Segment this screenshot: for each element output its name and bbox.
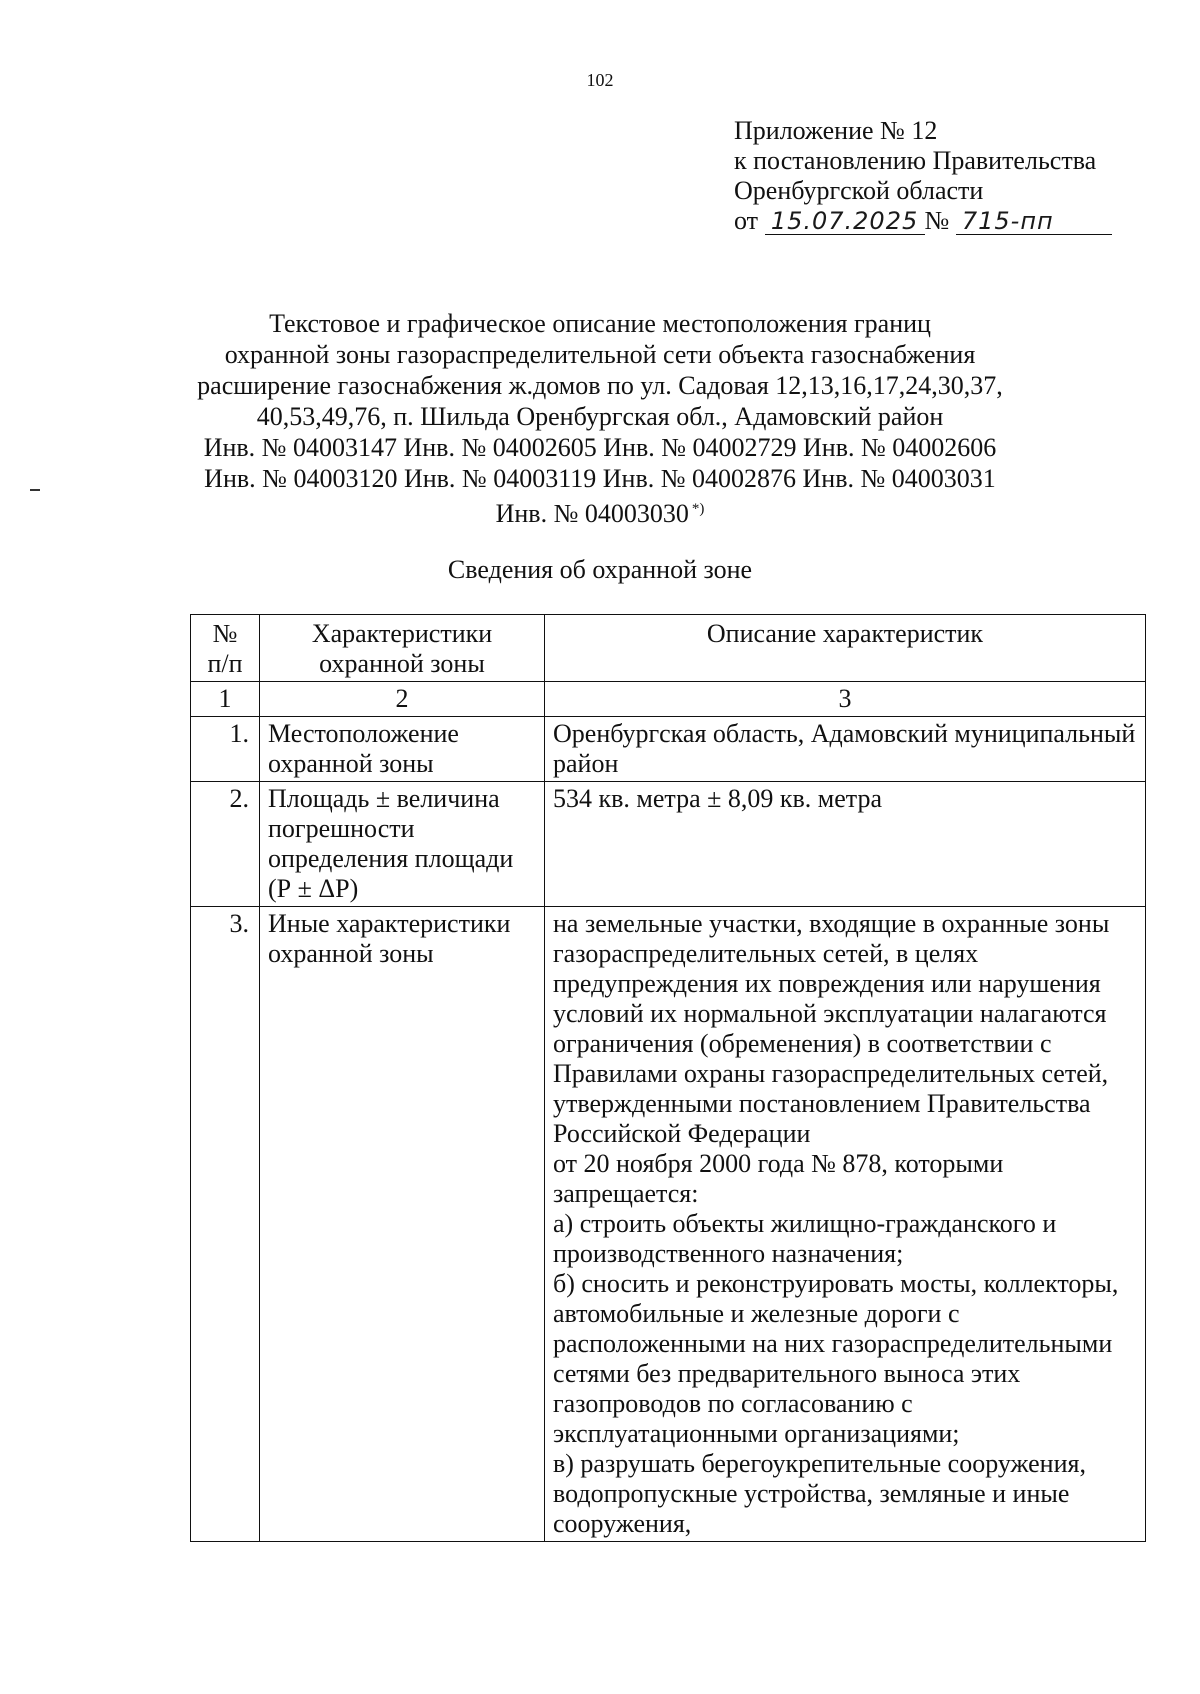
title-line: охранной зоны газораспределительной сети объекта газоснабжения [224, 340, 976, 369]
margin-mark [30, 489, 40, 491]
header-characteristic: Характеристики охранной зоны [260, 615, 545, 682]
table-row [191, 717, 1146, 782]
header-number: № п/п [191, 615, 260, 682]
title-line: Текстовое и графическое описание местоположения границ [269, 309, 931, 338]
appendix-region: Оренбургской области [734, 176, 984, 205]
row-characteristic: Иные характеристики охранной зоны [260, 907, 545, 1542]
row-description [545, 782, 1146, 907]
description-paragraph: Оренбургская область, Адамовский муниципальный район [553, 719, 1136, 778]
description-paragraph: 534 кв. метра ± 8,09 кв. метра [553, 784, 883, 813]
title-line: расширение газоснабжения ж.домов по ул. Садовая 12,13,16,17,24,30,37, [197, 371, 1003, 400]
description-paragraph: от 20 ноября 2000 года № 878, которыми запрещается: [553, 1149, 1004, 1208]
numbering-cell: 2 [260, 682, 545, 717]
appendix-decree: к постановлению Правительства [734, 146, 1097, 175]
title-line: 40,53,49,76, п. Шильда Оренбургская обл., Адамовский район [256, 402, 944, 431]
title-line: Инв. № 04003120 Инв. № 04003119 Инв. № 04002876 Инв. № 04003031 [204, 464, 996, 493]
from-label: от [734, 206, 759, 235]
footnote-mark: *) [691, 501, 705, 517]
page-number: 102 [586, 70, 614, 90]
table-row [191, 907, 1146, 1542]
description-paragraph: а) строить объекты жилищно-гражданского и производственного назначения; [553, 1209, 1057, 1268]
row-description [545, 717, 1146, 782]
description-paragraph: на земельные участки, входящие в охранные зоны газораспределительных сетей, в целях предупреждения их повреждения или нарушения условий их нормальной эксплуатации налагаются ограничения (обременения) в соответствии с Правилами охраны газораспределительных сетей, утвержденными постановлением Правительства Российской Федерации [553, 909, 1110, 1148]
appendix-block [734, 116, 1112, 236]
number-label: № [924, 206, 950, 235]
numbering-cell: 1 [191, 682, 260, 717]
numbering-cell: 3 [545, 682, 1146, 717]
title-line: Инв. № 04003030 [495, 499, 689, 528]
title-last-line [0, 494, 1200, 529]
table-numbering-row [191, 682, 1146, 717]
row-number: 2. [191, 782, 260, 907]
section-subtitle: Сведения об охранной зоне [447, 555, 753, 584]
appendix-date-line [734, 206, 1112, 236]
title-line: Инв. № 04003147 Инв. № 04002605 Инв. № 04002729 Инв. № 04002606 [203, 433, 997, 462]
document-title [0, 308, 1200, 529]
row-number: 1. [191, 717, 260, 782]
handwritten-number: 715-пп [956, 208, 1112, 235]
description-paragraph: б) сносить и реконструировать мосты, коллекторы, автомобильные и железные дороги с расположенными на них газораспределительными сетями без предварительного выноса этих газопроводов по согласованию с эксплуатационными организациями; [553, 1269, 1119, 1448]
row-description [545, 907, 1146, 1542]
table-header-row [191, 615, 1146, 682]
row-number: 3. [191, 907, 260, 1542]
protection-zone-table [190, 614, 1146, 1542]
table-row [191, 782, 1146, 907]
handwritten-date: 15.07.2025 [765, 208, 925, 235]
row-characteristic: Площадь ± величина погрешности определения площади (Р ± ΔР) [260, 782, 545, 907]
row-characteristic: Местоположение охранной зоны [260, 717, 545, 782]
appendix-title: Приложение № 12 [734, 116, 938, 145]
description-paragraph: в) разрушать берегоукрепительные сооружения, водопропускные устройства, земляные и иные сооружения, [553, 1449, 1086, 1538]
header-description: Описание характеристик [545, 615, 1146, 682]
